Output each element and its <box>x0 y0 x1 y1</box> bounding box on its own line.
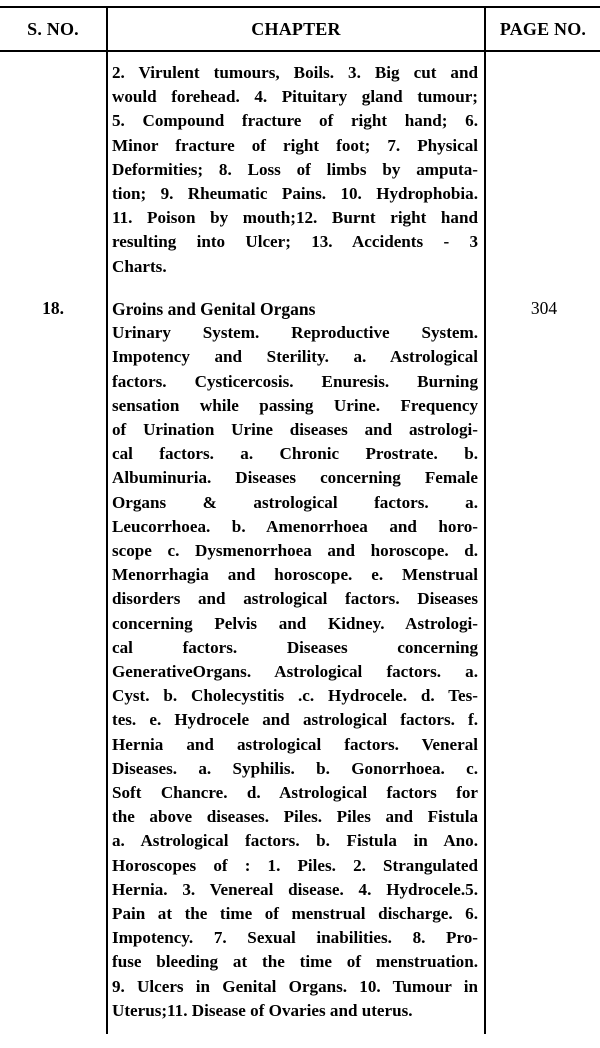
chapter-line: cal factors. Diseases concerning <box>112 637 478 657</box>
chapter-line: factors. Cysticercosis. Enuresis. Burning <box>112 371 478 391</box>
header-sno: S. NO. <box>27 18 79 39</box>
chapter-line: tes. e. Hydrocele and astrological factors. f. <box>112 710 478 730</box>
chapter-line: Hernia and astrological factors. Veneral <box>112 734 478 754</box>
header-chapter: CHAPTER <box>251 18 341 39</box>
chapter-line: Impotency. 7. Sexual inabilities. 8. Pro- <box>112 928 478 948</box>
row-page-304: 304 <box>530 298 558 318</box>
chapter-line: of Urination Urine diseases and astrologi- <box>112 420 478 440</box>
chapter-line: a. Astrological factors. b. Fistula in Ano. <box>112 831 478 851</box>
chapter-cell-continued <box>112 61 478 279</box>
chapter-line: Cyst. b. Cholecystitis .c. Hydrocele. d. Tes- <box>112 686 478 706</box>
chapter-line: Albuminuria. Diseases concerning Female <box>112 468 478 488</box>
chapter-title: Groins and Genital Organs <box>112 299 316 319</box>
chapter-line: Deformities; 8. Loss of limbs by amputa- <box>112 159 478 179</box>
chapter-line: concerning Pelvis and Kidney. Astrologi- <box>112 613 478 633</box>
chapter-line: GenerativeOrgans. Astrological factors. a. <box>112 662 478 682</box>
chapter-line: cal factors. a. Chronic Prostrate. b. <box>112 444 478 464</box>
column-rule-left <box>106 6 108 1034</box>
chapter-line: Pain at the time of menstrual discharge. 6. <box>112 904 478 924</box>
row-sno-18: 18. <box>42 298 64 318</box>
chapter-line: sensation while passing Urine. Frequency <box>112 395 478 415</box>
column-rule-right <box>484 6 486 1034</box>
chapter-line: Soft Chancre. d. Astrological factors for <box>112 783 478 803</box>
chapter-line: Organs & astrological factors. a. <box>112 492 478 512</box>
chapter-line: Impotency and Sterility. a. Astrological <box>112 347 478 367</box>
chapter-line: Minor fracture of right foot; 7. Physical <box>112 135 478 155</box>
chapter-line: 11. Poison by mouth;12. Burnt right hand <box>112 208 478 228</box>
chapter-line: Horoscopes of : 1. Piles. 2. Strangulated <box>112 855 478 875</box>
header-page-no: PAGE NO. <box>499 18 587 39</box>
chapter-line: disorders and astrological factors. Diseases <box>112 589 478 609</box>
chapter-line: Hernia. 3. Venereal disease. 4. Hydrocele.5. <box>112 879 478 899</box>
chapter-line: 2. Virulent tumours, Boils. 3. Big cut and <box>112 63 478 82</box>
chapter-line: Leucorrhoea. b. Amenorrhoea and horo- <box>112 516 478 536</box>
chapter-line: 9. Ulcers in Genital Organs. 10. Tumour in <box>112 976 478 996</box>
chapter-cell-18 <box>112 297 478 1023</box>
chapter-line: fuse bleeding at the time of menstruation. <box>112 952 478 972</box>
chapter-line: Menorrhagia and horoscope. e. Menstrual <box>112 565 478 585</box>
header-bottom-rule <box>0 50 600 52</box>
chapter-line: resulting into Ulcer; 13. Accidents - 3 <box>112 232 478 252</box>
chapter-line: tion; 9. Rheumatic Pains. 10. Hydrophobia. <box>112 184 478 204</box>
chapter-line: Diseases. a. Syphilis. b. Gonorrhoea. c. <box>112 758 478 778</box>
chapter-line: 5. Compound fracture of right hand; 6. <box>112 111 478 131</box>
chapter-line: Uterus;11. Disease of Ovaries and uterus. <box>112 1000 413 1020</box>
chapter-line: would forehead. 4. Pituitary gland tumour; <box>112 87 478 107</box>
chapter-line: the above diseases. Piles. Piles and Fistula <box>112 807 478 827</box>
chapter-line: Charts. <box>112 256 167 276</box>
chapter-line: Urinary System. Reproductive System. <box>112 323 478 343</box>
chapter-line: scope c. Dysmenorrhoea and horoscope. d. <box>112 541 478 561</box>
